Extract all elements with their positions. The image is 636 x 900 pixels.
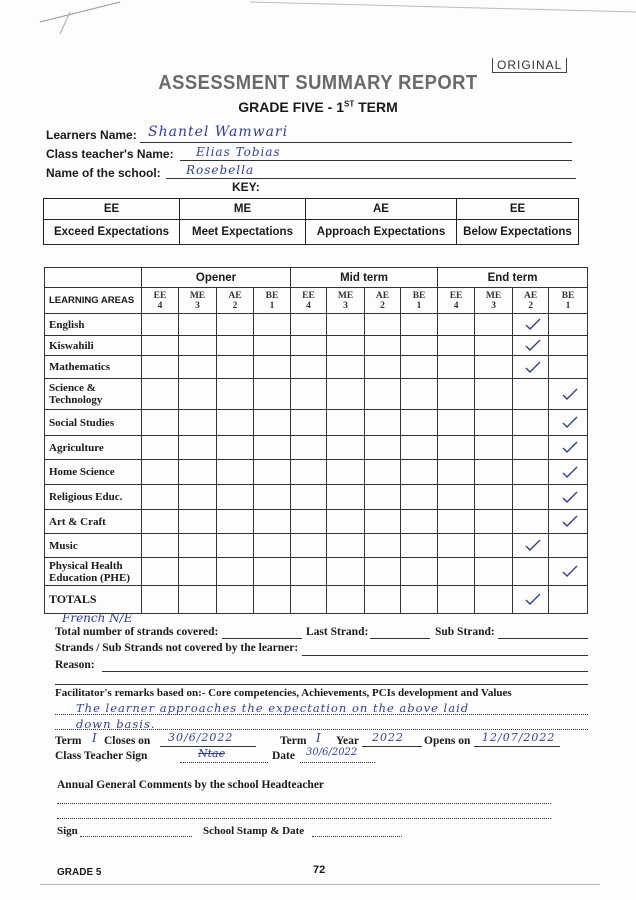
level-number: 1	[416, 300, 422, 311]
term2-value: I	[316, 731, 321, 745]
assessment-cell	[549, 379, 588, 410]
assessment-cell	[142, 436, 179, 460]
school-stamp-line	[312, 836, 402, 837]
facilitator-remarks-label: Facilitator's remarks based on:- Core competencies, Achievements, PCIs development and Values	[55, 687, 512, 699]
assessment-cell	[475, 336, 513, 356]
check-mark-icon	[561, 514, 575, 526]
check-mark-icon	[524, 317, 538, 329]
assessment-cell	[365, 510, 401, 534]
assessment-cell	[438, 460, 475, 485]
key-meaning: Exceed Expectations	[44, 220, 180, 245]
assessment-cell	[142, 485, 179, 510]
table-row	[45, 510, 588, 534]
remarks-dots-2	[55, 729, 588, 730]
assessment-cell	[291, 586, 327, 614]
assessment-cell	[291, 485, 327, 510]
opens-on-label: Opens on	[424, 735, 471, 747]
assessment-cell	[549, 436, 588, 460]
learner-name-value: Shantel Wamwari	[148, 124, 289, 140]
assessment-cell	[217, 485, 254, 510]
assessment-cell	[401, 410, 438, 436]
reason-line-2	[55, 684, 588, 685]
section-opener: Opener	[142, 268, 291, 288]
teacher-name-value: Elias Tobias	[196, 145, 281, 159]
learning-area-name: Art & Craft	[45, 510, 142, 534]
level-number: 2	[232, 300, 238, 311]
french-note: French N/E	[62, 611, 133, 625]
assessment-cell	[291, 558, 327, 586]
assessment-cell	[217, 314, 254, 336]
assessment-cell	[475, 379, 513, 410]
teacher-name-label: Class teacher's Name:	[46, 147, 174, 161]
assessment-cell	[438, 314, 475, 336]
check-mark-icon	[524, 538, 538, 550]
assessment-cell	[327, 510, 365, 534]
assessment-cell	[365, 436, 401, 460]
assessment-cell	[327, 356, 365, 379]
footer-rule	[40, 884, 600, 885]
assessment-cell	[365, 356, 401, 379]
assessment-cell	[179, 410, 217, 436]
table-row	[45, 336, 588, 356]
assessment-cell	[142, 356, 179, 379]
assessment-cell	[513, 534, 549, 558]
assessment-cell	[365, 558, 401, 586]
assessment-cell	[254, 356, 291, 379]
assessment-cell	[513, 336, 549, 356]
assessment-cell	[438, 485, 475, 510]
strands-not-covered-line	[302, 655, 588, 656]
level-code: ME	[485, 290, 502, 301]
report-subtitle: GRADE FIVE - 1ST TERM	[238, 99, 398, 115]
assessment-cell	[401, 379, 438, 410]
footer-grade: GRADE 5	[57, 867, 102, 878]
original-stamp: ORIGINAL	[492, 58, 567, 73]
level-number: 2	[380, 300, 385, 311]
level-code: ME	[337, 290, 354, 301]
table-row	[45, 314, 588, 336]
assessment-cell	[513, 586, 549, 614]
assessment-cell	[549, 485, 588, 510]
level-code: BE	[561, 290, 575, 301]
assessment-cell	[179, 336, 217, 356]
assessment-cell	[254, 586, 291, 614]
sub-strand-label: Sub Strand:	[435, 626, 495, 638]
assessment-cell	[254, 558, 291, 586]
page-number: 72	[313, 864, 326, 876]
section-end-term: End term	[438, 268, 588, 288]
report-title: ASSESSMENT SUMMARY REPORT	[158, 72, 478, 94]
reason-line	[102, 671, 588, 672]
level-number: 3	[491, 300, 496, 311]
assessment-cell	[291, 356, 327, 379]
level-header	[142, 288, 179, 314]
term-label: Term	[55, 735, 82, 747]
learning-area-name: Music	[45, 534, 142, 558]
date-value: 30/6/2022	[306, 747, 358, 758]
assessment-cell	[327, 534, 365, 558]
assessment-cell	[179, 356, 217, 379]
assessment-cell	[513, 558, 549, 586]
assessment-cell	[179, 379, 217, 410]
table-row	[45, 586, 588, 614]
assessment-cell	[475, 314, 513, 336]
level-code: AE	[228, 290, 242, 301]
assessment-cell	[142, 534, 179, 558]
assessment-cell	[327, 436, 365, 460]
learning-area-name: Kiswahili	[45, 336, 142, 356]
key-table	[43, 198, 579, 245]
assessment-cell	[217, 336, 254, 356]
opens-on-value: 12/07/2022	[482, 731, 556, 744]
key-meaning: Approach Expectations	[306, 220, 457, 245]
class-teacher-sign-line	[180, 762, 268, 763]
assessment-cell	[217, 410, 254, 436]
assessment-cell	[513, 510, 549, 534]
learning-area-name: Religious Educ.	[45, 485, 142, 510]
assessment-cell	[291, 336, 327, 356]
check-mark-icon	[524, 360, 538, 372]
assessment-cell	[254, 436, 291, 460]
assessment-cell	[475, 485, 513, 510]
assessment-cell	[142, 586, 179, 614]
level-number: 4	[306, 300, 311, 311]
year-label: Year	[336, 735, 359, 747]
level-header	[513, 288, 549, 314]
assessment-cell	[438, 510, 475, 534]
term-value: I	[92, 731, 97, 745]
level-code: AE	[523, 290, 538, 301]
assessment-cell	[142, 558, 179, 586]
last-strand-label: Last Strand:	[306, 626, 369, 638]
level-number: 4	[157, 300, 163, 311]
assessment-cell	[549, 534, 588, 558]
assessment-cell	[365, 586, 401, 614]
assessment-cell	[549, 336, 588, 356]
key-code: AE	[306, 199, 457, 220]
assessment-cell	[142, 510, 179, 534]
level-code: AE	[375, 290, 390, 301]
assessment-cell	[291, 460, 327, 485]
key-code: EE	[44, 199, 180, 220]
learning-area-name: Physical Health Education (PHE)	[45, 558, 142, 586]
assessment-cell	[401, 336, 438, 356]
assessment-cell	[217, 356, 254, 379]
strands-not-covered-label: Strands / Sub Strands not covered by the learner:	[55, 642, 299, 654]
assessment-cell	[365, 485, 401, 510]
key-meaning: Meet Expectations	[180, 220, 306, 245]
assessment-cell	[217, 558, 254, 586]
assessment-cell	[365, 336, 401, 356]
table-row	[45, 460, 588, 485]
check-mark-icon	[561, 465, 575, 477]
assessment-cell	[291, 510, 327, 534]
assessment-cell	[327, 336, 365, 356]
assessment-cell	[291, 379, 327, 410]
learning-area-name: Agriculture	[45, 436, 142, 460]
assessment-cell	[179, 510, 217, 534]
level-code: EE	[449, 290, 463, 301]
learning-area-name: English	[45, 314, 142, 336]
assessment-cell	[475, 534, 513, 558]
assessment-cell	[401, 485, 438, 510]
assessment-cell	[549, 586, 588, 614]
year-value: 2022	[372, 731, 404, 744]
section-mid-term: Mid term	[291, 268, 438, 288]
key-title: KEY:	[232, 180, 260, 194]
scan-edge-marks	[0, 0, 636, 40]
learning-areas-header: LEARNING AREAS	[45, 288, 142, 314]
assessment-cell	[401, 558, 438, 586]
assessment-cell	[401, 314, 438, 336]
school-name-value: Rosebella	[186, 163, 255, 177]
table-row	[45, 534, 588, 558]
assessment-cell	[254, 314, 291, 336]
assessment-cell	[401, 460, 438, 485]
assessment-cell	[291, 314, 327, 336]
level-header	[549, 288, 588, 314]
assessment-cell	[401, 510, 438, 534]
assessment-cell	[365, 314, 401, 336]
facilitator-remarks-line2: down basis.	[76, 717, 156, 731]
term2-label: Term	[280, 735, 307, 747]
assessment-cell	[179, 558, 217, 586]
assessment-cell	[438, 336, 475, 356]
assessment-cell	[327, 586, 365, 614]
assessment-cell	[142, 314, 179, 336]
level-number: 3	[195, 300, 200, 311]
table-row	[45, 410, 588, 436]
class-teacher-sign-label: Class Teacher Sign	[55, 750, 148, 762]
assessment-cell	[438, 436, 475, 460]
check-mark-icon	[561, 564, 575, 576]
level-header	[327, 288, 365, 314]
assessment-cell	[217, 510, 254, 534]
assessment-cell	[179, 534, 217, 558]
check-mark-icon	[524, 338, 538, 350]
head-sign-label: Sign	[57, 825, 78, 837]
assessment-cell	[217, 534, 254, 558]
assessment-cell	[254, 460, 291, 485]
table-row	[45, 436, 588, 460]
assessment-cell	[475, 460, 513, 485]
table-row	[45, 485, 588, 510]
check-mark-icon	[561, 490, 575, 502]
level-header	[365, 288, 401, 314]
assessment-cell	[475, 586, 513, 614]
assessment-cell	[438, 534, 475, 558]
assessment-cell	[365, 379, 401, 410]
assessment-cell	[549, 460, 588, 485]
facilitator-remarks-line1: The learner approaches the expectation on the above laid	[76, 701, 470, 715]
assessment-cell	[513, 356, 549, 379]
assessment-cell	[179, 485, 217, 510]
assessment-cell	[401, 356, 438, 379]
opens-on-line	[474, 746, 560, 747]
head-sign-line	[80, 836, 192, 837]
key-code: ME	[180, 199, 306, 220]
school-name-label: Name of the school:	[46, 166, 161, 180]
assessment-cell	[217, 379, 254, 410]
assessment-cell	[327, 410, 365, 436]
level-header	[217, 288, 254, 314]
assessment-cell	[291, 436, 327, 460]
assessment-cell	[365, 460, 401, 485]
headteacher-comments-label: Annual General Comments by the school Headteacher	[57, 779, 325, 791]
assessment-cell	[513, 410, 549, 436]
learning-area-name: Mathematics	[45, 356, 142, 379]
assessment-cell	[438, 356, 475, 379]
level-number: 3	[343, 300, 348, 311]
level-number: 1	[269, 300, 275, 311]
table-row	[45, 356, 588, 379]
reason-label: Reason:	[55, 659, 95, 671]
assessment-cell	[142, 410, 179, 436]
assessment-cell	[179, 460, 217, 485]
assessment-cell	[291, 534, 327, 558]
assessment-cell	[549, 410, 588, 436]
level-header	[254, 288, 291, 314]
level-code: BE	[412, 290, 426, 301]
year-line	[362, 746, 422, 747]
head-dots-1	[57, 803, 551, 804]
assessment-cell	[254, 510, 291, 534]
assessment-cell	[549, 558, 588, 586]
teacher-name-line	[180, 160, 572, 161]
assessment-cell	[179, 586, 217, 614]
closes-on-label: Closes on	[104, 735, 151, 747]
assessment-cell	[438, 379, 475, 410]
level-header	[291, 288, 327, 314]
head-dots-2	[57, 818, 551, 819]
table-row	[45, 379, 588, 410]
assessment-cell	[475, 410, 513, 436]
assessment-cell	[291, 410, 327, 436]
check-mark-icon	[561, 415, 575, 427]
assessment-cell	[179, 314, 217, 336]
assessment-cell	[254, 410, 291, 436]
assessment-cell	[142, 336, 179, 356]
check-mark-icon	[524, 592, 538, 604]
level-number: 2	[528, 300, 533, 311]
last-strand-line	[370, 638, 430, 639]
assessment-cell	[438, 586, 475, 614]
check-mark-icon	[561, 387, 575, 399]
assessment-cell	[179, 436, 217, 460]
school-name-line	[166, 178, 576, 179]
assessment-cell	[549, 356, 588, 379]
assessment-cell	[254, 336, 291, 356]
date-line	[300, 762, 375, 763]
assessment-cell	[475, 558, 513, 586]
learning-area-name: Home Science	[45, 460, 142, 485]
school-stamp-label: School Stamp & Date	[203, 825, 305, 837]
level-header	[401, 288, 438, 314]
assessment-cell	[475, 356, 513, 379]
assessment-cell	[401, 586, 438, 614]
assessment-cell	[217, 586, 254, 614]
table-row	[45, 558, 588, 586]
assessment-cell	[365, 534, 401, 558]
level-header	[179, 288, 217, 314]
assessment-cell	[549, 314, 588, 336]
assessment-cell	[217, 460, 254, 485]
assessment-cell	[254, 379, 291, 410]
assessment-cell	[327, 379, 365, 410]
remarks-dots-1	[55, 714, 588, 715]
level-number: 4	[453, 300, 459, 311]
date-label: Date	[272, 750, 295, 762]
header-blank	[45, 268, 142, 288]
strands-covered-label: Total number of strands covered:	[55, 626, 219, 638]
assessment-cell	[513, 485, 549, 510]
assessment-cell	[549, 510, 588, 534]
assessment-cell	[438, 558, 475, 586]
key-meaning: Below Expectations	[457, 220, 579, 245]
learner-name-line	[140, 142, 572, 143]
learning-area-name: Science & Technology	[45, 379, 142, 410]
level-header	[438, 288, 475, 314]
assessment-cell	[254, 485, 291, 510]
assessment-cell	[401, 436, 438, 460]
assessment-cell	[513, 460, 549, 485]
assessment-cell	[475, 436, 513, 460]
assessment-cell	[401, 534, 438, 558]
assessment-table	[44, 267, 588, 614]
assessment-cell	[327, 314, 365, 336]
assessment-cell	[217, 436, 254, 460]
assessment-cell	[513, 314, 549, 336]
assessment-cell	[475, 510, 513, 534]
assessment-cell	[254, 534, 291, 558]
key-code: EE	[457, 199, 579, 220]
level-code: EE	[302, 290, 315, 301]
assessment-cell	[438, 410, 475, 436]
assessment-cell	[327, 485, 365, 510]
learning-area-name: TOTALS	[45, 586, 142, 614]
level-code: EE	[153, 290, 167, 301]
check-mark-icon	[561, 440, 575, 452]
strands-covered-line	[222, 638, 302, 639]
class-teacher-signature: Ntae	[198, 747, 226, 760]
level-code: BE	[265, 290, 279, 301]
learning-area-name: Social Studies	[45, 410, 142, 436]
assessment-cell	[513, 379, 549, 410]
closes-on-value: 30/6/2022	[168, 731, 234, 744]
level-code: ME	[189, 290, 206, 301]
assessment-cell	[513, 436, 549, 460]
assessment-cell	[327, 558, 365, 586]
level-header	[475, 288, 513, 314]
assessment-cell	[327, 460, 365, 485]
assessment-cell	[365, 410, 401, 436]
assessment-cell	[142, 460, 179, 485]
assessment-cell	[142, 379, 179, 410]
learner-name-label: Learners Name:	[46, 128, 137, 142]
sub-strand-line	[498, 638, 588, 639]
level-number: 1	[565, 300, 571, 311]
